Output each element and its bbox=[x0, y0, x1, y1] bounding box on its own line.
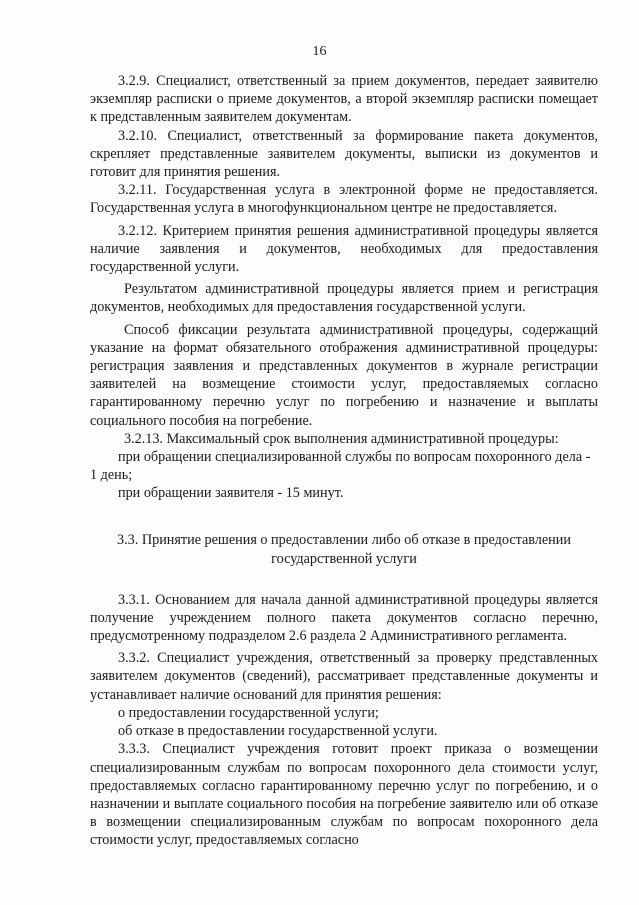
list-item-specialized-service: при обращении специализированной службы по вопросам похоронного дела - 1 день; bbox=[90, 449, 591, 484]
document-body bbox=[90, 72, 598, 850]
paragraph-3-2-11: 3.2.11. Государственная услуга в электронной форме не предоставляется. Государственная услуга в многофункциональном центре не предоставляется. bbox=[90, 182, 598, 217]
paragraph-3-3-2: 3.3.2. Специалист учреждения, ответственный за проверку представленных заявителем документов (сведений), рассматривает представленные документы и устанавливает наличие оснований для принятия решения: bbox=[90, 650, 598, 703]
list-item-refusal: об отказе в предоставлении государственной услуги. bbox=[118, 723, 438, 740]
list-item-applicant: при обращении заявителя - 15 минут. bbox=[118, 485, 344, 502]
page-number: 16 bbox=[312, 44, 327, 59]
section-heading-3-3-line1: 3.3. Принятие решения о предоставлении либо об отказе в предоставлении bbox=[117, 531, 571, 548]
paragraph-3-2-13: 3.2.13. Максимальный срок выполнения административной процедуры: bbox=[124, 430, 559, 447]
paragraph-3-3-1: 3.3.1. Основанием для начала данной административной процедуры является получение учреждением полного пакета документов согласно перечню, предусмотренному подразделом 2.6 раздела 2 Административного регламента. bbox=[90, 591, 598, 645]
section-heading-3-3-line2: государственной услуги bbox=[271, 550, 417, 567]
paragraph-3-2-9: 3.2.9. Специалист, ответственный за прием документов, передает заявителю экземпляр расписки о приеме документов, а второй экземпляр расписки помещает к представленным заявителем документам. bbox=[90, 73, 598, 126]
paragraph-3-2-12: 3.2.12. Критерием принятия решения административной процедуры является наличие заявления и документов, необходимых для предоставления государственной услуги. bbox=[90, 222, 598, 276]
paragraph-fixation-method: Способ фиксации результата административной процедуры, содержащий указание на формат обязательного отображения административной процедуры: регистрация заявления и представленных документов в журнале регистрации заявителей на возмещение стоимости услуг, предоставляемых согласно гарантированному перечню услуг по погребению и назначение и выплаты социального пособия на погребение. bbox=[90, 321, 598, 429]
paragraph-3-2-10: 3.2.10. Специалист, ответственный за формирование пакета документов, скрепляет представленные заявителем документы, выписки из документов и готовит для принятия решения. bbox=[90, 127, 598, 181]
paragraph-3-3-3: 3.3.3. Специалист учреждения готовит проект приказа о возмещении специализированным службам по вопросам похоронного дела стоимости услуг, предоставляемых согласно гарантированному перечню услуг по погребению, и о назначении и выплате социального пособия на погребение заявителю или об отказе в возмещении специализированным службам по вопросам похоронного дела стоимости услуг, предоставляемых согласно bbox=[90, 741, 598, 849]
paragraph-result: Результатом административной процедуры является прием и регистрация документов, необходимых для предоставления государственной услуги. bbox=[90, 281, 598, 316]
list-item-grant: о предоставлении государственной услуги; bbox=[118, 704, 379, 721]
